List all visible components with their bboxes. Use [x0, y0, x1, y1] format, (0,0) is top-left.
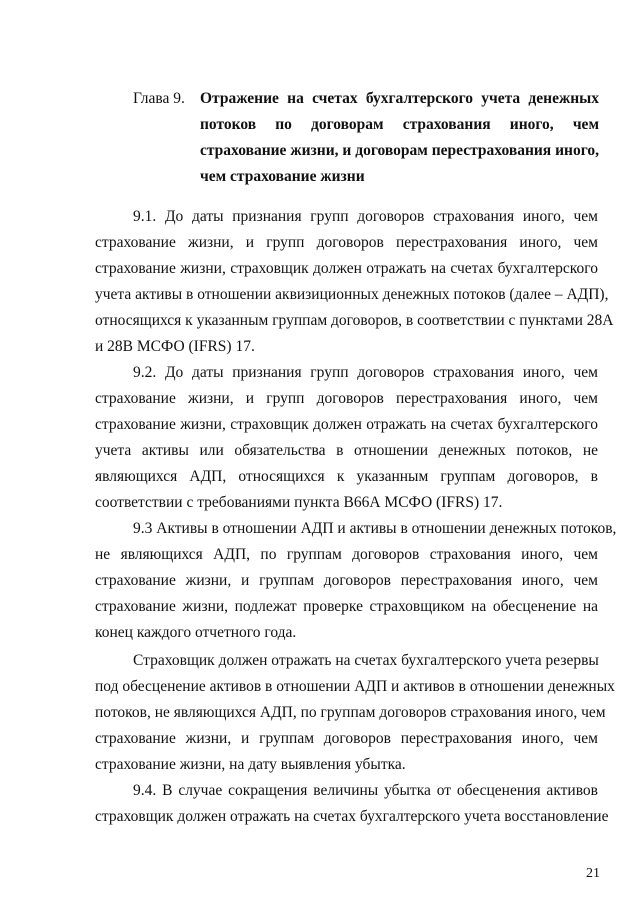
- text-line: 9.1. До даты признания групп договоров страхования иного, чем: [133, 208, 598, 225]
- text-line: страхование жизни, и группам договоров перестрахования иного, чем: [95, 572, 598, 589]
- text-line: учета активы или обязательства в отношении денежных потоков, не: [95, 442, 598, 459]
- text-line: 9.2. До даты признания групп договоров страхования иного, чем: [133, 364, 598, 381]
- text-line: Страховщик должен отражать на счетах бухгалтерского учета резервы: [133, 652, 599, 669]
- text-line: являющихся АДП, относящихся к указанным группам договоров, в: [95, 468, 598, 485]
- text-line: страховщик должен отражать на счетах бухгалтерского учета восстановление: [95, 808, 609, 825]
- text-line: потоков, не являющихся АДП, по группам договоров страхования иного, чем: [95, 704, 606, 721]
- text-line: 9.3 Активы в отношении АДП и активы в отношении денежных потоков,: [133, 520, 617, 537]
- text-line: учета активы в отношении аквизиционных денежных потоков (далее – АДП),: [95, 286, 609, 303]
- text-line: не являющихся АДП, по группам договоров страхования иного, чем: [95, 546, 598, 563]
- text-line: конец каждого отчетного года.: [95, 624, 297, 641]
- text-line: 9.4. В случае сокращения величины убытка от обесценения активов: [133, 782, 598, 799]
- chapter-title: Отражение на счетах бухгалтерского учета денежных потоков по договорам страхования иного, чем страхование жизни, и договорам перестрахования иного, чем страхование жизни: [200, 90, 599, 185]
- text-line: соответствии с требованиями пункта В66А МСФО (IFRS) 17.: [95, 494, 503, 511]
- chapter-label: Глава 9.: [133, 90, 185, 107]
- text-line: страхование жизни, подлежат проверке страховщиком на обесценение на: [95, 598, 598, 615]
- text-line: страхование жизни, страховщик должен отражать на счетах бухгалтерского: [95, 416, 598, 433]
- text-line: страхование жизни, на дату выявления убытка.: [95, 756, 406, 773]
- text-line: относящихся к указанным группам договоров, в соответствии с пунктами 28А: [95, 312, 614, 329]
- text-line: страхование жизни, и группам договоров перестрахования иного, чем: [95, 730, 598, 747]
- text-line: страхование жизни, и групп договоров перестрахования иного, чем: [95, 390, 598, 407]
- page-number: 21: [586, 866, 600, 881]
- text-line: под обесценение активов в отношении АДП и активов в отношении денежных: [95, 678, 615, 695]
- text-line: страхование жизни, страховщик должен отражать на счетах бухгалтерского: [95, 260, 598, 277]
- text-line: страхование жизни, и групп договоров перестрахования иного, чем: [95, 234, 598, 251]
- text-line: и 28В МСФО (IFRS) 17.: [95, 338, 255, 355]
